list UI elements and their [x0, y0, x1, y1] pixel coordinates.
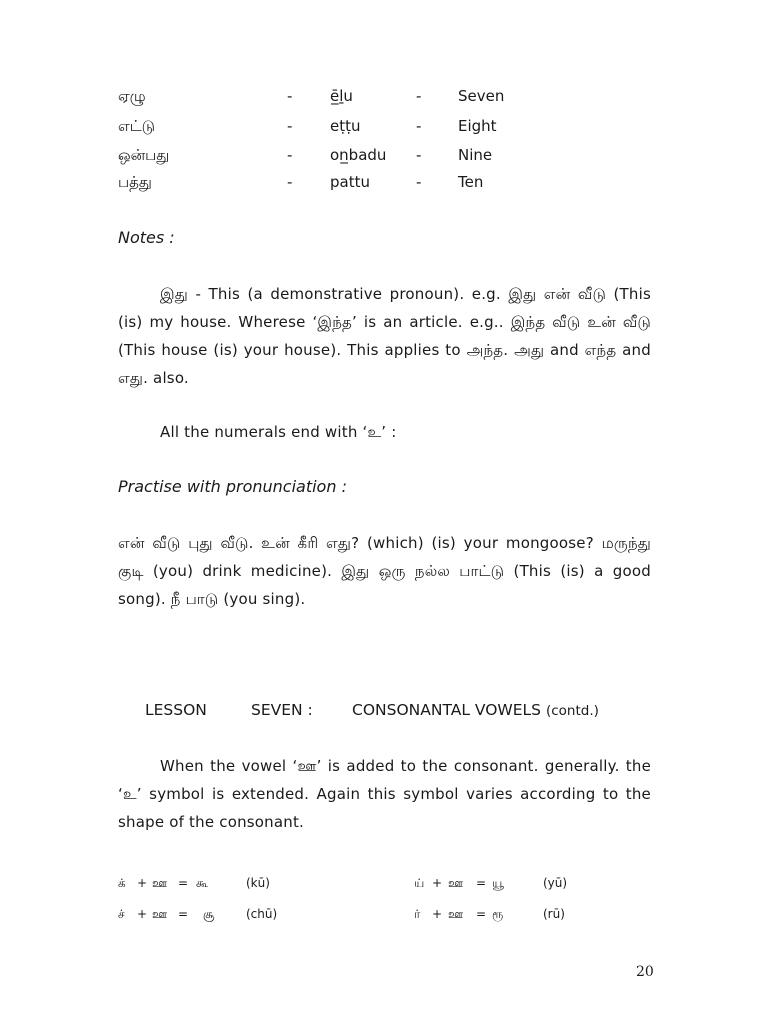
vowel: ஊ — [152, 876, 168, 890]
lesson-paragraph — [118, 752, 651, 836]
equals-sign: = — [476, 907, 487, 921]
plus-sign: + — [432, 876, 443, 890]
vowel: ஊ — [448, 876, 464, 890]
english-word: Seven — [458, 87, 505, 105]
tamil-word: எட்டு — [118, 117, 156, 135]
plus-sign: + — [137, 907, 148, 921]
page-number: 20 — [636, 964, 654, 980]
plus-sign: + — [432, 907, 443, 921]
plus-sign: + — [137, 876, 148, 890]
tamil-word: ஏழு — [118, 87, 146, 105]
romanized: (kū) — [246, 876, 270, 890]
romanized-word: ē̲ḻu — [330, 87, 353, 105]
dash: - — [287, 87, 293, 105]
result-letter: யூ — [492, 876, 504, 890]
numeral-row-ten — [0, 173, 768, 197]
result-letter: ரூ — [492, 907, 504, 921]
english-word: Eight — [458, 117, 497, 135]
dash: - — [287, 117, 293, 135]
result-letter: கூ — [196, 876, 209, 890]
lesson-number: SEVEN : — [251, 701, 313, 719]
notes-heading: Notes : — [118, 228, 175, 247]
dash: - — [287, 146, 293, 164]
english-word: Ten — [458, 173, 484, 191]
vowel: ஊ — [448, 907, 464, 921]
dash: - — [416, 146, 422, 164]
numerals-note-text: All the numerals end with ‘உ’ : — [160, 423, 397, 441]
lesson-title-text: CONSONANTAL VOWELS — [352, 701, 542, 719]
tamil-word: பத்து — [118, 173, 152, 191]
practise-heading: Practise with pronunciation : — [118, 477, 347, 496]
numeral-row-eight — [0, 117, 768, 141]
numerals-note — [118, 418, 651, 446]
vowel: ஊ — [152, 907, 168, 921]
equals-sign: = — [476, 876, 487, 890]
numeral-row-nine — [0, 146, 768, 170]
practise-text: என் வீடு புது வீடு. உன் கீரி எது? (which) (is) your mongoose? மருந்து குடி (you) drink medicine). இது ஒரு நல்ல பாட்டு (This (is) a good song). நீ பாடு (you sing). — [118, 534, 651, 608]
dash: - — [416, 173, 422, 191]
tamil-word: ஒன்பது — [118, 146, 170, 164]
equals-sign: = — [178, 876, 189, 890]
dash: - — [287, 173, 293, 191]
romanized-word: on̲badu — [330, 146, 387, 164]
romanized: (yū) — [543, 876, 568, 890]
lesson-title-suffix: (contd.) — [545, 703, 599, 719]
lesson-word: LESSON — [145, 701, 207, 719]
lesson-paragraph-text: When the vowel ‘ஊ’ is added to the consonant. generally. the ‘உ’ symbol is extended. Again this symbol varies according to the shape of the consonant. — [118, 757, 651, 831]
consonant: ச் — [118, 907, 125, 921]
consonant: ய் — [414, 876, 425, 890]
practise-paragraph — [118, 529, 651, 613]
lesson-title — [352, 701, 599, 719]
romanized: (chū) — [246, 907, 278, 921]
example-row — [0, 876, 768, 898]
dash: - — [416, 117, 422, 135]
numeral-row-seven — [0, 87, 768, 111]
notes-text: இது - This (a demonstrative pronoun). e.g. இது என் வீடு (This (is) my house. Wherese ‘இந்த’ is an article. e.g.. இந்த வீடு உன் வீடு (This house (is) your house). This applies to அந்த. அது and எந்த and எது. also. — [118, 285, 651, 387]
romanized-word: pattu — [330, 173, 370, 191]
result-letter: சூ — [203, 907, 215, 921]
equals-sign: = — [178, 907, 189, 921]
consonant: க் — [118, 876, 126, 890]
romanized: (rū) — [543, 907, 565, 921]
example-row — [0, 907, 768, 929]
english-word: Nine — [458, 146, 493, 164]
notes-paragraph — [118, 280, 651, 392]
dash: - — [416, 87, 422, 105]
consonant: ர் — [414, 907, 421, 921]
romanized-word: eṭṭu — [330, 117, 361, 135]
